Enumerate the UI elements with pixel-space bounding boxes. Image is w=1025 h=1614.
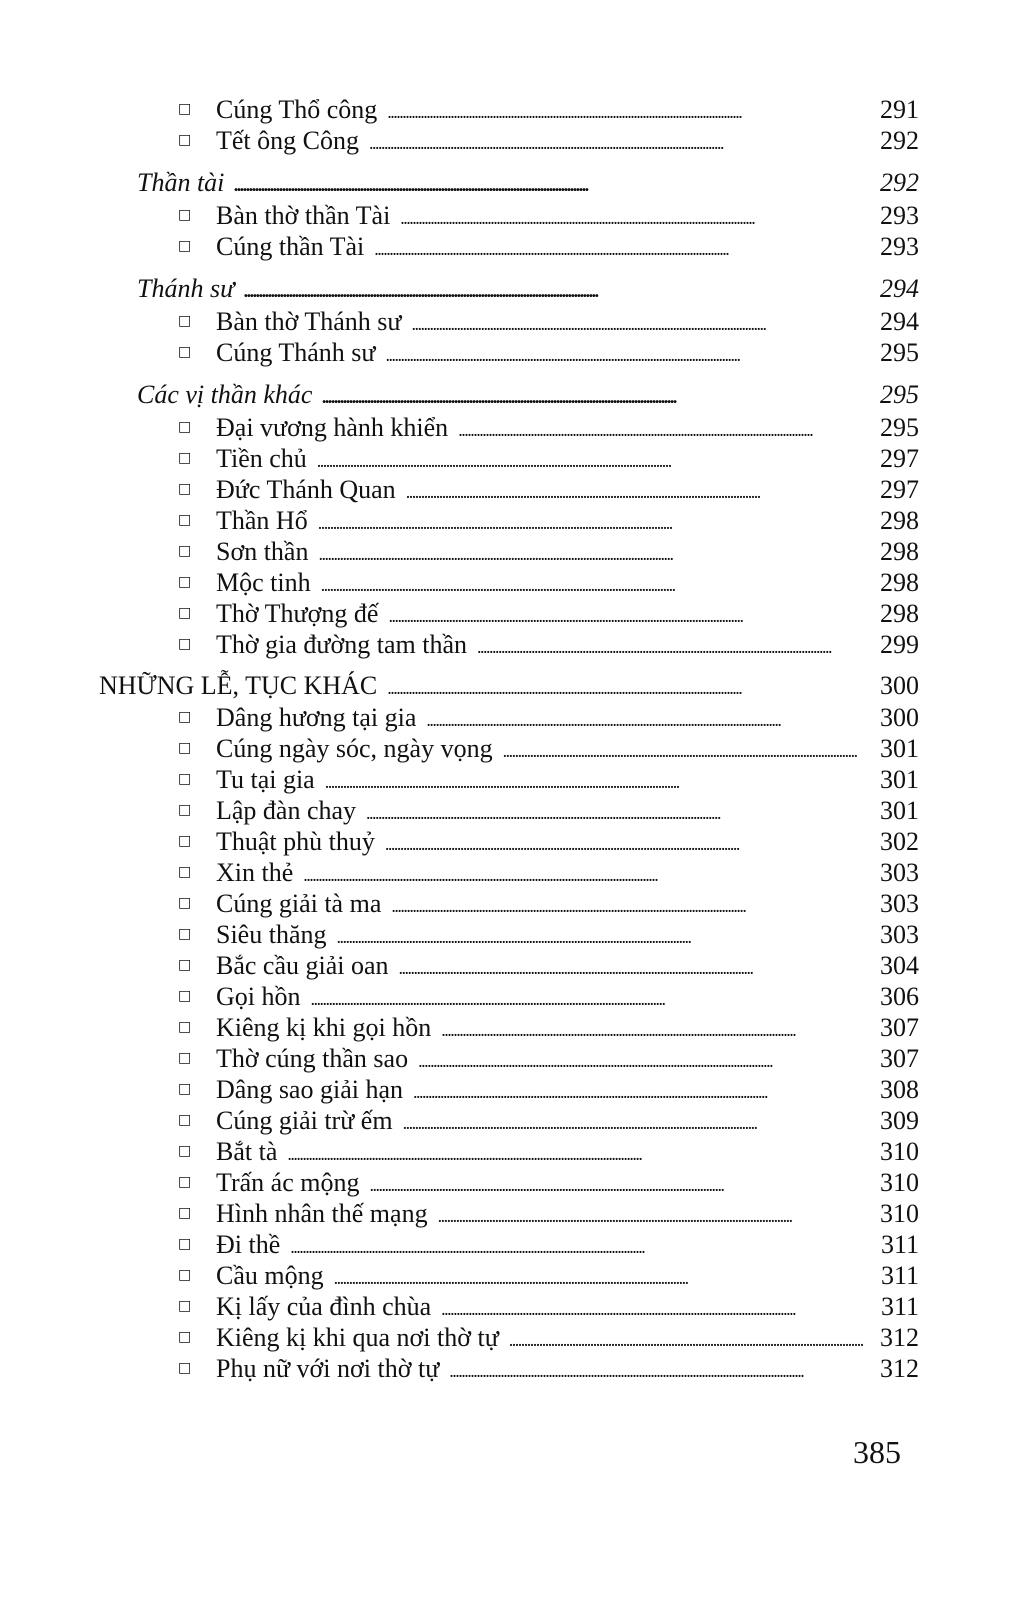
toc-entry-page: 298 — [880, 506, 919, 535]
toc-entry-title: Trấn ác mộng — [216, 1168, 360, 1197]
toc-entry-page: 299 — [880, 630, 919, 659]
dot-leader — [438, 1201, 875, 1232]
dot-leader — [391, 891, 875, 922]
square-bullet-icon: □ — [178, 636, 192, 652]
toc-item — [0, 1291, 1025, 1322]
square-bullet-icon: □ — [178, 740, 192, 756]
toc-entry-title: Cúng Thổ công — [216, 95, 378, 124]
toc-entry-title: Kị lấy của đình chùa — [216, 1292, 432, 1321]
toc-chapter — [0, 669, 1025, 702]
toc-entry-page: 294 — [880, 307, 919, 336]
toc-entry-page: 306 — [880, 982, 919, 1011]
toc-entry-page: 310 — [880, 1199, 919, 1228]
toc-item — [0, 1260, 1025, 1291]
toc-entry-title: Gọi hồn — [216, 982, 301, 1011]
square-bullet-icon: □ — [178, 207, 192, 223]
toc-section — [0, 378, 1025, 412]
toc-item — [0, 795, 1025, 826]
toc-entry-title: Sơn thần — [216, 537, 309, 566]
toc-entry-page: 298 — [880, 537, 919, 566]
square-bullet-icon: □ — [178, 709, 192, 725]
toc-item — [0, 412, 1025, 443]
toc-item — [0, 981, 1025, 1012]
toc-entry-title: Lập đàn chay — [216, 796, 357, 825]
toc-item — [0, 1353, 1025, 1384]
dot-leader — [366, 798, 875, 829]
dot-leader — [509, 1325, 875, 1356]
toc-entry-title: Thuật phù thuỷ — [216, 827, 375, 856]
square-bullet-icon: □ — [178, 895, 192, 911]
square-bullet-icon: □ — [178, 771, 192, 787]
square-bullet-icon: □ — [178, 238, 192, 254]
toc-entry-title: Tết ông Công — [216, 126, 359, 155]
square-bullet-icon: □ — [178, 1236, 192, 1252]
toc-item — [0, 764, 1025, 795]
square-bullet-icon: □ — [178, 419, 192, 435]
dot-leader — [386, 340, 875, 371]
toc-entry-title: Thờ gia đường tam thần — [216, 630, 467, 659]
dot-leader — [426, 705, 875, 736]
square-bullet-icon: □ — [178, 344, 192, 360]
square-bullet-icon: □ — [178, 1081, 192, 1097]
toc-entry-page: 298 — [880, 599, 919, 628]
square-bullet-icon: □ — [178, 1267, 192, 1283]
toc-entry-page: 298 — [880, 568, 919, 597]
toc-entry-page: 307 — [880, 1013, 919, 1042]
toc-entry-title: Tiền chủ — [216, 444, 307, 473]
toc-item — [0, 536, 1025, 567]
toc-item — [0, 306, 1025, 337]
dot-leader — [325, 767, 875, 798]
toc-entry-title: Bàn thờ Thánh sư — [216, 307, 402, 336]
toc-entry-title: Thờ cúng thần sao — [216, 1044, 409, 1073]
square-bullet-icon: □ — [178, 132, 192, 148]
toc-item — [0, 950, 1025, 981]
toc-entry-title: Cúng Thánh sư — [216, 338, 376, 367]
dot-leader — [400, 203, 875, 234]
toc-item — [0, 231, 1025, 262]
square-bullet-icon: □ — [178, 1112, 192, 1128]
dot-leader — [369, 1170, 875, 1201]
toc-entry-page: 301 — [880, 734, 919, 763]
toc-entry-title: Đại vương hành khiển — [216, 413, 449, 442]
dot-leader — [477, 632, 875, 663]
square-bullet-icon: □ — [178, 1329, 192, 1345]
dot-leader — [322, 380, 875, 414]
toc-entry-title: Thánh sư — [137, 274, 235, 303]
square-bullet-icon: □ — [178, 605, 192, 621]
dot-leader — [403, 1108, 875, 1139]
toc-entry-page: 293 — [880, 201, 919, 230]
toc-section — [0, 272, 1025, 306]
toc-entry-title: Cúng ngày sóc, ngày vọng — [216, 734, 493, 763]
dot-leader — [449, 1356, 875, 1387]
toc-item — [0, 1012, 1025, 1043]
dot-leader — [311, 984, 876, 1015]
square-bullet-icon: □ — [178, 543, 192, 559]
square-bullet-icon: □ — [178, 313, 192, 329]
toc-item — [0, 857, 1025, 888]
dot-leader — [318, 508, 875, 539]
square-bullet-icon: □ — [178, 1298, 192, 1314]
dot-leader — [287, 1139, 875, 1170]
toc-item — [0, 1136, 1025, 1167]
toc-item — [0, 1229, 1025, 1260]
dot-leader — [387, 97, 875, 128]
toc-entry-page: 294 — [880, 274, 919, 303]
toc-item — [0, 337, 1025, 368]
toc-item — [0, 888, 1025, 919]
toc-item — [0, 505, 1025, 536]
toc-item — [0, 94, 1025, 125]
toc-item — [0, 125, 1025, 156]
toc-item — [0, 1322, 1025, 1353]
toc-entry-page: 297 — [880, 475, 919, 504]
toc-entry-page: 293 — [880, 232, 919, 261]
toc-entry-title: Cầu mộng — [216, 1261, 324, 1290]
dot-leader — [337, 922, 876, 953]
toc-item — [0, 1043, 1025, 1074]
toc-entry-page: 301 — [880, 796, 919, 825]
dot-leader — [441, 1015, 875, 1046]
toc-entry-page: 312 — [880, 1323, 919, 1352]
dot-leader — [418, 1046, 875, 1077]
toc-entry-title: Kiêng kị khi qua nơi thờ tự — [216, 1323, 499, 1352]
square-bullet-icon: □ — [178, 1050, 192, 1066]
dot-leader — [374, 234, 875, 265]
dot-leader — [387, 672, 875, 705]
toc-entry-title: Dâng sao giải hạn — [216, 1075, 404, 1104]
toc-entry-title: Bắt tà — [216, 1137, 278, 1166]
toc-entry-title: Bàn thờ thần Tài — [216, 201, 391, 230]
toc-entry-page: 310 — [880, 1137, 919, 1166]
dot-leader — [317, 446, 875, 477]
square-bullet-icon: □ — [178, 988, 192, 1004]
toc-item — [0, 1198, 1025, 1229]
toc-entry-title: Kiêng kị khi gọi hồn — [216, 1013, 432, 1042]
toc-entry-page: 295 — [880, 338, 919, 367]
toc-item — [0, 1074, 1025, 1105]
toc-entry-page: 300 — [880, 703, 919, 732]
dot-leader — [503, 736, 875, 767]
dot-leader — [334, 1263, 875, 1294]
toc-entry-page: 301 — [880, 765, 919, 794]
toc-entry-title: Xin thẻ — [216, 858, 294, 887]
toc-entry-title: Cúng giải tà ma — [216, 889, 382, 918]
page-number: 385 — [853, 1434, 901, 1470]
toc-entry-title: Mộc tinh — [216, 568, 311, 597]
square-bullet-icon: □ — [178, 101, 192, 117]
toc-entry-title: Các vị thần khác — [137, 380, 313, 409]
square-bullet-icon: □ — [178, 450, 192, 466]
toc-item — [0, 1167, 1025, 1198]
toc-entry-page: 303 — [880, 889, 919, 918]
toc-item — [0, 629, 1025, 660]
toc-entry-title: Hình nhân thế mạng — [216, 1199, 428, 1228]
dot-leader — [399, 953, 875, 984]
square-bullet-icon: □ — [178, 1019, 192, 1035]
toc-entry-page: 309 — [880, 1106, 919, 1135]
dot-leader — [441, 1294, 875, 1325]
dot-leader — [406, 477, 875, 508]
toc-item — [0, 1105, 1025, 1136]
toc-item — [0, 826, 1025, 857]
toc-entry-page: 297 — [880, 444, 919, 473]
dot-leader — [385, 829, 875, 860]
toc-entry-page: 307 — [880, 1044, 919, 1073]
toc-entry-title: Tu tại gia — [216, 765, 315, 794]
toc-entry-title: Phụ nữ với nơi thờ tự — [216, 1354, 440, 1383]
square-bullet-icon: □ — [178, 833, 192, 849]
toc-entry-title: Đức Thánh Quan — [216, 475, 396, 504]
toc-entry-title: Cúng giải trừ ếm — [216, 1106, 393, 1135]
square-bullet-icon: □ — [178, 512, 192, 528]
square-bullet-icon: □ — [178, 926, 192, 942]
toc-entry-title: Thần Hổ — [216, 506, 308, 535]
dot-leader — [244, 274, 875, 308]
toc-entry-page: 295 — [880, 380, 919, 409]
toc-item — [0, 474, 1025, 505]
toc-entry-page: 300 — [880, 671, 919, 700]
dot-leader — [303, 860, 875, 891]
square-bullet-icon: □ — [178, 1143, 192, 1159]
square-bullet-icon: □ — [178, 481, 192, 497]
toc-item — [0, 598, 1025, 629]
square-bullet-icon: □ — [178, 802, 192, 818]
toc-entry-title: Siêu thăng — [216, 920, 327, 949]
toc-item — [0, 567, 1025, 598]
toc-section — [0, 166, 1025, 200]
toc-entry-page: 304 — [880, 951, 919, 980]
toc-item — [0, 200, 1025, 231]
toc-entry-page: 303 — [880, 920, 919, 949]
toc-entry-page: 308 — [880, 1075, 919, 1104]
dot-leader — [413, 1077, 875, 1108]
table-of-contents — [0, 94, 1025, 1384]
dot-leader — [321, 570, 875, 601]
dot-leader — [458, 415, 875, 446]
toc-entry-title: Đi thề — [216, 1230, 281, 1259]
toc-entry-page: 303 — [880, 858, 919, 887]
square-bullet-icon: □ — [178, 1205, 192, 1221]
toc-item — [0, 443, 1025, 474]
toc-entry-page: 312 — [880, 1354, 919, 1383]
toc-entry-title: Thần tài — [137, 168, 225, 197]
toc-item — [0, 702, 1025, 733]
toc-entry-title: Thờ Thượng đế — [216, 599, 379, 628]
toc-entry-title: NHỮNG LỄ, TỤC KHÁC — [99, 671, 378, 700]
toc-entry-page: 291 — [880, 95, 919, 124]
square-bullet-icon: □ — [178, 1174, 192, 1190]
toc-entry-page: 311 — [880, 1261, 919, 1290]
toc-entry-page: 302 — [880, 827, 919, 856]
toc-entry-title: Bắc cầu giải oan — [216, 951, 389, 980]
toc-entry-page: 310 — [880, 1168, 919, 1197]
dot-leader — [318, 539, 875, 570]
dot-leader — [388, 601, 875, 632]
toc-item — [0, 919, 1025, 950]
toc-entry-page: 295 — [880, 413, 919, 442]
toc-entry-page: 292 — [880, 126, 919, 155]
toc-entry-page: 292 — [880, 168, 919, 197]
square-bullet-icon: □ — [178, 1360, 192, 1376]
square-bullet-icon: □ — [178, 957, 192, 973]
toc-entry-page: 311 — [880, 1230, 919, 1259]
toc-item — [0, 733, 1025, 764]
dot-leader — [369, 128, 875, 159]
dot-leader — [234, 168, 875, 202]
toc-entry-title: Dâng hương tại gia — [216, 703, 417, 732]
toc-entry-page: 311 — [880, 1292, 919, 1321]
toc-entry-title: Cúng thần Tài — [216, 232, 365, 261]
dot-leader — [290, 1232, 875, 1263]
square-bullet-icon: □ — [178, 574, 192, 590]
dot-leader — [412, 309, 875, 340]
square-bullet-icon: □ — [178, 864, 192, 880]
